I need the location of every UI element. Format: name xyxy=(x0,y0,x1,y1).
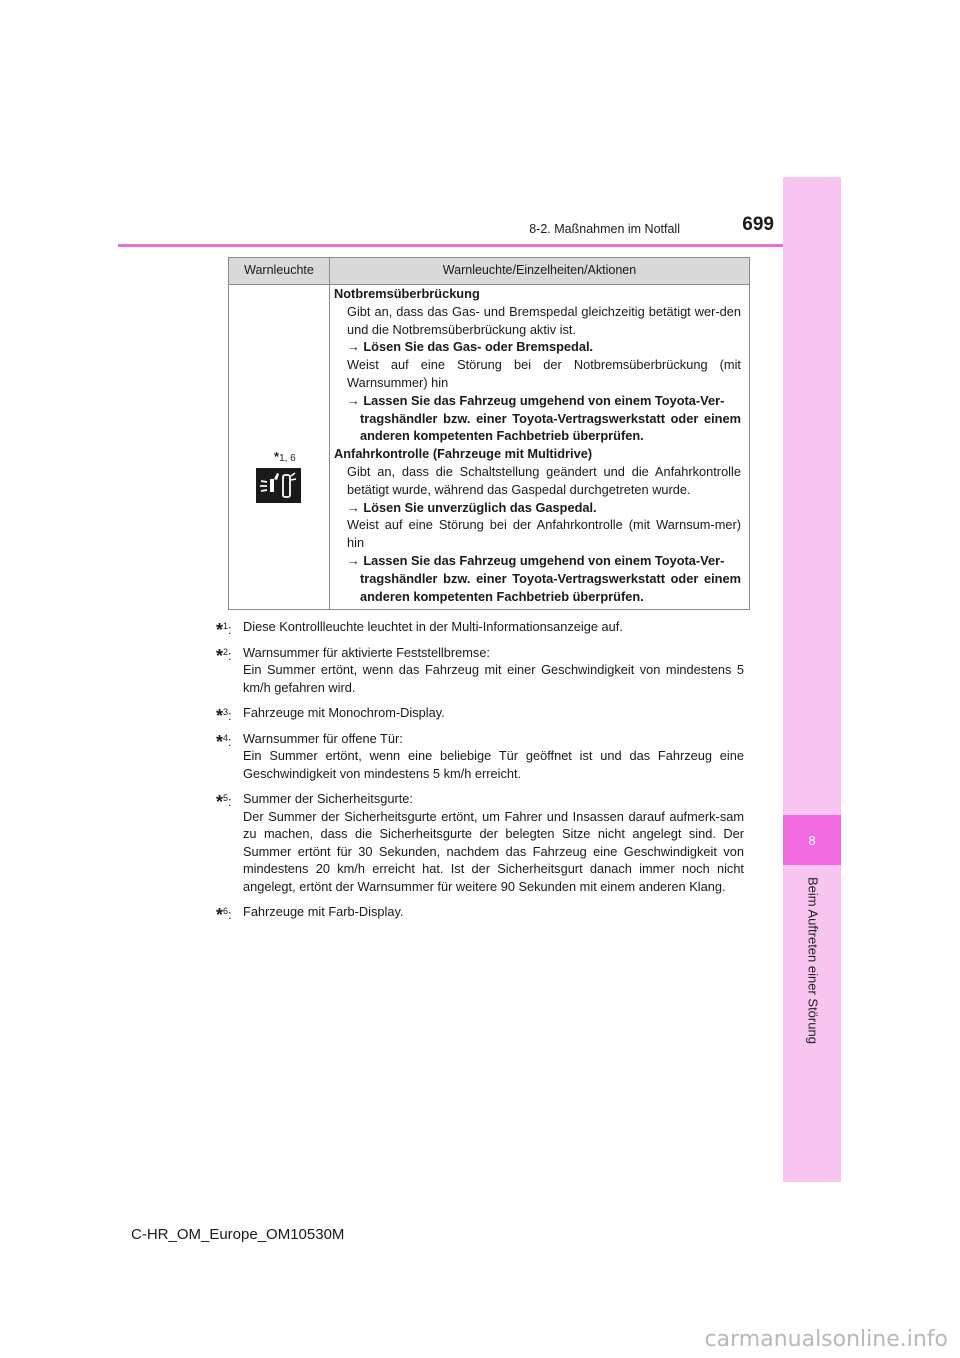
watermark: carmanualsonline.info xyxy=(704,1327,948,1352)
section-title: 8-2. Maßnahmen im Notfall xyxy=(529,222,680,236)
action-line: → Lösen Sie das Gas- oder Bremspedal. xyxy=(347,339,594,355)
arrow-icon: → xyxy=(347,392,360,408)
column-header-details: Warnleuchte/Einzelheiten/Aktionen xyxy=(330,258,750,285)
footnote-text: Warnsummer für offene Tür: xyxy=(243,730,403,746)
arrow-icon: → xyxy=(347,499,360,515)
action-line: → Lösen Sie unverzüglich das Gaspedal. xyxy=(347,499,597,515)
action-line: → Lassen Sie das Fahrzeug umgehend von einem Toyota-Ver- xyxy=(347,392,725,408)
item-description: Weist auf eine Störung bei der Notbremsüberbrückung (mit Warnsummer) hin xyxy=(347,357,741,390)
header-divider xyxy=(118,244,783,247)
footnote: *$^1$: Diese Kontrollleuchte leuchtet in der Multi-Informationsanzeige auf. xyxy=(216,618,744,636)
footnote-detail: Ein Summer ertönt, wenn das Fahrzeug mit einer Geschwindigkeit von mindestens 5 km/h gefahren wird. xyxy=(243,662,744,695)
item-title: Anfahrkontrolle (Fahrzeuge mit Multidrive) xyxy=(334,446,593,462)
table-row xyxy=(229,285,750,610)
table-header-row xyxy=(229,258,750,285)
action-line: → Lassen Sie das Fahrzeug umgehend von einem Toyota-Ver- xyxy=(347,552,725,568)
footnote: *$^4$: Warnsummer für offene Tür: Ein Summer ertönt, wenn eine beliebige Tür geöffnet ist und das Fahrzeug eine Geschwindigkeit von mindestens 5 km/h erreicht. xyxy=(216,730,744,781)
chapter-number: 8 xyxy=(783,815,841,865)
page-number: 699 xyxy=(742,214,774,235)
footnote-text: Diese Kontrollleuchte leuchtet in der Multi-Informationsanzeige auf. xyxy=(243,619,623,634)
footnote-text: Fahrzeuge mit Farb-Display. xyxy=(243,904,404,919)
details-cell xyxy=(330,285,750,610)
brake-override-warning-icon xyxy=(256,468,301,503)
warning-light-table xyxy=(228,257,750,610)
document-id: C-HR_OM_Europe_OM10530M xyxy=(131,1226,345,1243)
arrow-icon: → xyxy=(347,339,360,355)
footnotes xyxy=(216,618,744,929)
footnote: *$^6$: Fahrzeuge mit Farb-Display. xyxy=(216,903,744,921)
arrow-icon: → xyxy=(347,552,360,568)
footnote: *$^3$: Fahrzeuge mit Monochrom-Display. xyxy=(216,704,744,722)
footnote: *$^2$: Warnsummer für aktivierte Feststellbremse: Ein Summer ertönt, wenn das Fahrzeug mit einer Geschwindigkeit von mindestens 5 km/h gefahren wird. xyxy=(216,644,744,695)
chapter-title: Beim Auftreten einer Störung xyxy=(805,877,821,1044)
footnote: *$^5$: Summer der Sicherheitsgurte: Der Summer der Sicherheitsgurte ertönt, um Fahrer und Insassen darauf aufmerk-sam zu machen, dass die Sicherheitsgurte der belegten Sitze nicht angelegt sind. Der Summer ertönt für 30 Sekunden, nachdem das Fahrzeug eine Geschwindigkeit von mindestens 20 km/h erreicht hat. Ist der Sicherheitsgurt danach immer noch nicht angelegt, ertönt der Warnsummer für weitere 90 Sekunden mit einem anderen Klang. xyxy=(216,791,744,894)
footnote-detail: Ein Summer ertönt, wenn eine beliebige Tür geöffnet ist und das Fahrzeug eine Geschwindigkeit von mindestens 5 km/h erreicht. xyxy=(243,748,744,781)
item-description: Gibt an, dass das Gas- und Bremspedal gleichzeitig betätigt wer-den und die Notbremsüberbrückung aktiv ist. xyxy=(347,303,741,337)
item-description: Weist auf eine Störung bei der Anfahrkontrolle (mit Warnsum-mer) hin xyxy=(347,517,741,551)
item-title: Notbremsüberbrückung xyxy=(334,286,480,301)
footnote-text: Fahrzeuge mit Monochrom-Display. xyxy=(243,705,445,720)
footnote-detail: Der Summer der Sicherheitsgurte ertönt, um Fahrer und Insassen darauf aufmerk-sam zu machen, dass die Sicherheitsgurte der belegten Sitze nicht angelegt sind. Der Summer ertönt für 30 Sekunden, nachdem das Fahrzeug eine Geschwindigkeit von mindestens 20 km/h erreicht hat. Ist der Sicherheitsgurt danach immer noch nicht angelegt, ertönt der Warnsummer für weitere 90 Sekunden mit einem anderen Klang. xyxy=(243,808,744,894)
item-description: Gibt an, dass die Schaltstellung geändert und die Anfahrkontrolle betätigt wurde, während das Gaspedal durchgetreten wurde. xyxy=(347,463,741,497)
footnote-text: Warnsummer für aktivierte Feststellbremse: xyxy=(243,644,490,660)
footnote-text: Summer der Sicherheitsgurte: xyxy=(243,791,413,806)
column-header-light: Warnleuchte xyxy=(229,258,330,285)
action-continuation: tragshändler bzw. einer Toyota-Vertragswerkstatt oder einem anderen kompetenten Fachbetrieb überprüfen. xyxy=(360,410,741,444)
warning-light-cell xyxy=(229,285,330,610)
action-continuation: tragshändler bzw. einer Toyota-Vertragswerkstatt oder einem anderen kompetenten Fachbetrieb überprüfen. xyxy=(360,570,741,604)
icon-footnote-ref: *1, 6 xyxy=(274,449,296,464)
